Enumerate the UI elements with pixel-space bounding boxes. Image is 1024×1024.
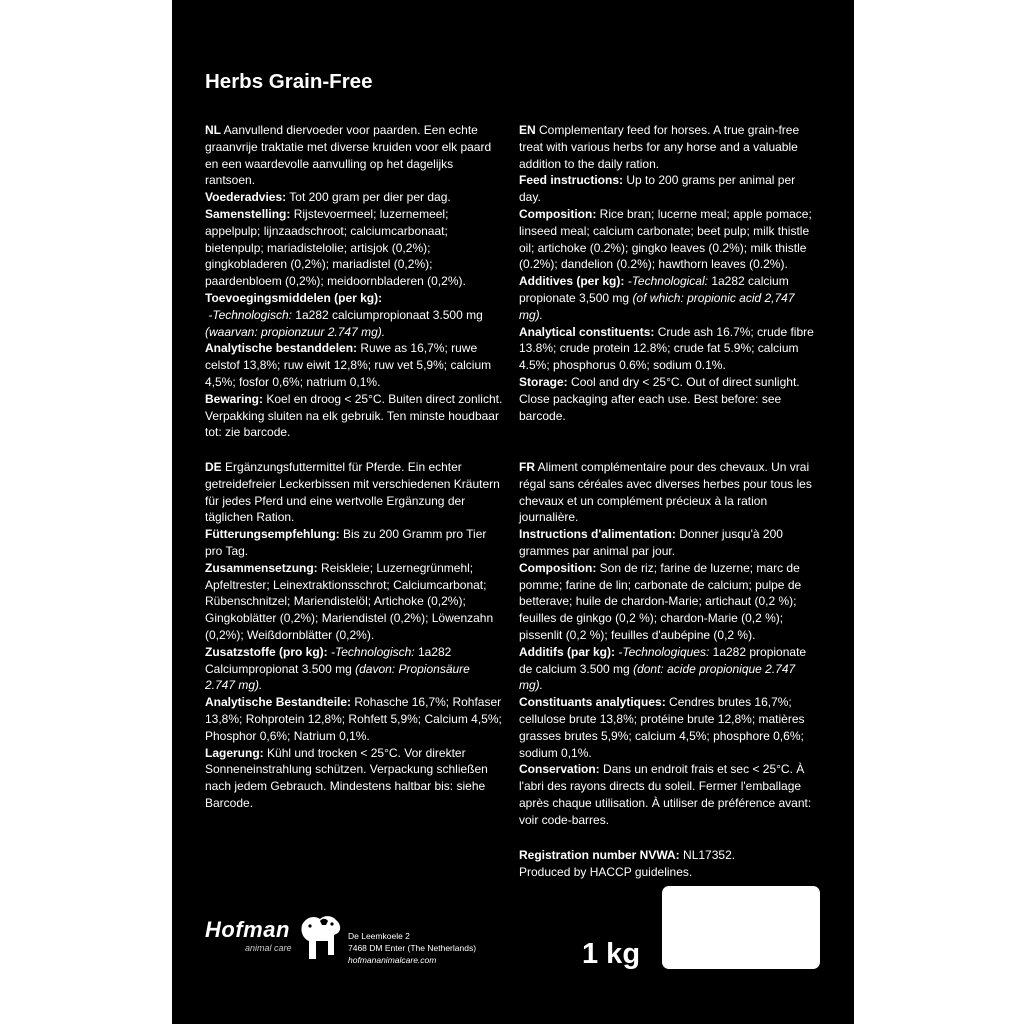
nl-analytical: Analytische bestanddelen: Ruwe as 16,7%; ruwe celstof 13,8%; ruw eiwit 12,8%; ruw vet 5,9%; calcium 4,5%; fosfor 0,6%; natrium 0,1%. <box>205 341 492 389</box>
barcode-label-area <box>662 886 820 969</box>
section-fr <box>519 459 817 829</box>
address-line-1: De Leemkoele 2 <box>348 931 410 941</box>
nl-feed: Voederadvies: Tot 200 gram per dier per dag. <box>205 190 451 205</box>
section-de <box>205 459 503 812</box>
net-weight: 1 kg <box>582 938 641 970</box>
fr-analytical: Constituants analytiques: Cendres brutes 16,7%; cellulose brute 13,8%; protéine brute 12,8%; matières grasses brutes 5,9%; calcium 4,5%; phosphore 0,6%; sodium 0,1%. <box>519 695 805 760</box>
en-feed: Feed instructions: Up to 200 grams per animal per day. <box>519 173 796 205</box>
en-intro: EN Complementary feed for horses. A true grain-free treat with various herbs for any horse and a valuable addition to the daily ration. <box>519 123 800 171</box>
fr-additives: Additifs (par kg): -Technologiques: 1a282 propionate de calcium 3.500 mg (dont: acide propionique 2.747 mg). <box>519 644 807 693</box>
product-title: Herbs Grain-Free <box>205 70 373 93</box>
en-analytical: Analytical constituents: Crude ash 16.7%; crude fibre 13.8%; crude protein 12.8%; crude fat 5.9%; calcium 4.5%; phosphorus 0.6%; sodium 0.1%. <box>519 324 814 373</box>
registration-number: Registration number NVWA: NL17352. <box>519 848 736 862</box>
nl-intro: NL Aanvullend diervoeder voor paarden. Een echte graanvrije traktatie met diverse kruiden voor elk paard en een waardevolle aanvulling op het dagelijks rantsoen. <box>205 123 492 188</box>
fr-intro: FR Aliment complémentaire pour des chevaux. Un vrai régal sans céréales avec diverses herbes pour tous les chevaux et un complément précieux à la ration journalière. <box>519 460 812 525</box>
section-en <box>519 122 817 424</box>
brand-logo <box>205 917 292 953</box>
nl-composition: Samenstelling: Rijstevoermeel; luzernemeel; appelpulp; lijnzaadschroot; calciumcarbonaat; bietenpulp; mariadistelolie; artisjok (0,2%); gingkobladeren (0,2%); mariadistel (0,2%); paardenbloem (0,2%); meidoornbladeren (0,2%). <box>205 206 466 289</box>
en-additives: Additives (per kg): -Technological: 1a282 calcium propionate 3,500 mg (of which: propionic acid 2,747 mg). <box>519 274 795 322</box>
animals-icon <box>298 911 344 963</box>
brand-tagline: animal care <box>245 943 292 953</box>
haccp-note: Produced by HACCP guidelines. <box>519 864 693 879</box>
de-intro: DE Ergänzungsfuttermittel für Pferde. Ein echter getreidefreier Leckerbissen mit verschiedenen Kräutern für jedes Pferd und eine wertvolle Ergänzung der täglichen Ration. <box>205 460 500 525</box>
de-feed: Fütterungsempfehlung: Bis zu 200 Gramm pro Tier pro Tag. <box>205 527 487 558</box>
nl-additives: -Technologisch: 1a282 calciumpropionaat 3.500 mg (waarvan: propionzuur 2.747 mg). <box>205 307 483 339</box>
en-composition: Composition: Rice bran; lucerne meal; apple pomace; linseed meal; calcium carbonate; beet pulp; milk thistle oil; artichoke (0.2%); gingko leaves (0.2%); milk thistle (0.2%); dandelion (0.2%); hawthorn leaves (0.2%). <box>519 206 812 272</box>
label-panel <box>172 0 854 1024</box>
de-composition: Zusammensetzung: Reiskleie; Luzernegrünmehl; Apfeltrester; Leinextraktionsschrot; Calciumcarbonat; Rübenschnitzel; Mariendistelöl; Artichoke (0,2%); Gingkoblätter (0,2%); Mariendistel (0,2%); Löwenzahn (0,2%); Weißdornblätter (0,2%). <box>205 560 494 642</box>
fr-storage: Conservation: Dans un endroit frais et sec < 25°C. À l'abri des rayons directs du soleil. Fermer l'emballage après chaque utilisation. À utiliser de préférence avant: voir code-barres. <box>519 762 812 827</box>
company-address <box>348 930 476 966</box>
fr-feed: Instructions d'alimentation: Donner jusqu'à 200 grammes par animal par jour. <box>519 527 783 558</box>
nl-storage: Bewaring: Koel en droog < 25°C. Buiten direct zonlicht. Verpakking sluiten na elk gebruik. Ten minste houdbaar tot: zie barcode. <box>205 391 503 440</box>
website-link[interactable]: hofmananimalcare.com <box>348 955 437 965</box>
registration-block <box>519 847 817 881</box>
brand-name: Hofman <box>205 917 290 942</box>
section-nl <box>205 122 503 441</box>
en-storage: Storage: Cool and dry < 25°C. Out of direct sunlight. Close packaging after each use. Best before: see barcode. <box>519 374 800 423</box>
de-storage: Lagerung: Kühl und trocken < 25°C. Vor direkter Sonneneinstrahlung schützen. Verpackung schließen nach jedem Gebrauch. Mindestens haltbar bis: siehe Barcode. <box>205 745 488 810</box>
de-additives: Zusatzstoffe (pro kg): -Technologisch: 1a282 Calciumpropionat 3.500 mg (davon: Propionsäure 2.747 mg). <box>205 644 470 693</box>
address-line-2: 7468 DM Enter (The Netherlands) <box>348 943 477 953</box>
fr-composition: Composition: Son de riz; farine de luzerne; marc de pomme; farine de lin; carbonate de calcium; pulpe de betterave; huile de chardon-Marie; artichaut (0,2 %); feuilles de ginkgo (0,2 %); chardon-Marie (0,2 %); pissenlit (0,2 %); feuilles d'aubépine (0,2 %). <box>519 560 802 642</box>
de-analytical: Analytische Bestandteile: Rohasche 16,7%; Rohfaser 13,8%; Rohprotein 12,8%; Rohfett 5,9%; Calcium 4,5%; Phosphor 0,6%; Natrium 0,1%. <box>205 695 502 743</box>
nl-additives-label: Toevoegingsmiddelen (per kg): <box>205 290 383 305</box>
